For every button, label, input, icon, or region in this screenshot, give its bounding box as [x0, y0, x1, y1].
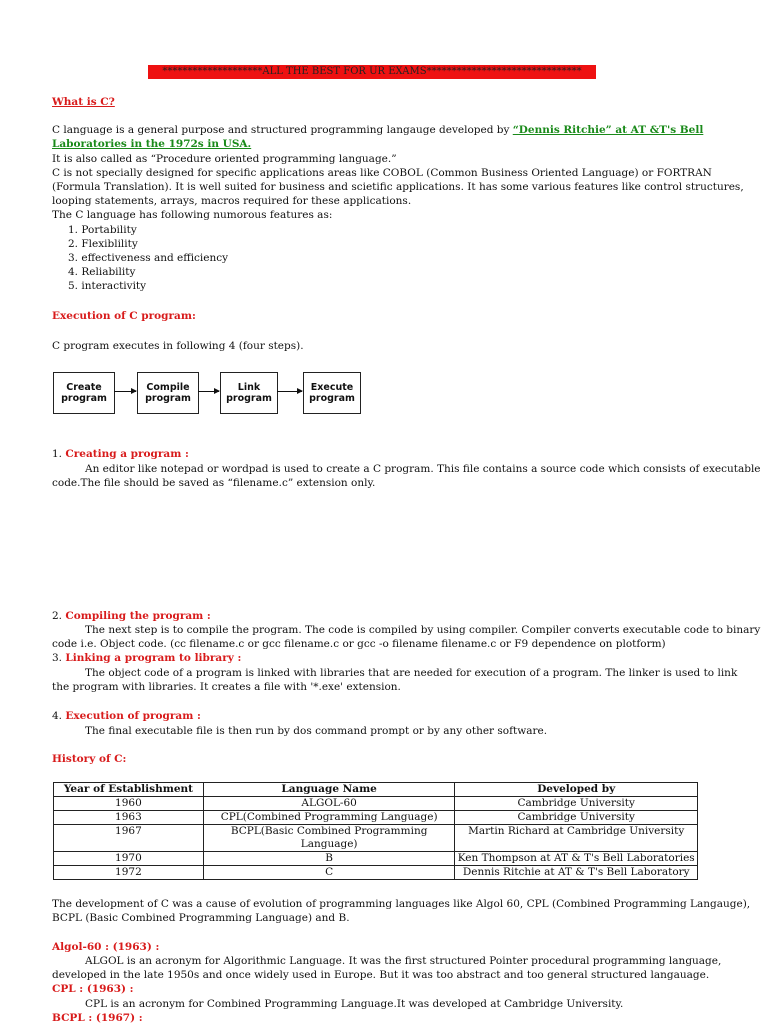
feature-item: 2. Flexiblility — [68, 238, 138, 250]
arrow-right-icon — [114, 391, 136, 392]
body-line: looping statements, arrays, macros required for these applications. — [52, 195, 412, 207]
algol-heading: Algol-60 : (1963) : — [52, 941, 160, 953]
body-line: (Formula Translation). It is well suited for business and scietific applications. It has some various features like control structures, — [52, 181, 744, 193]
step-number: 3. — [52, 652, 63, 664]
step-title: Execution of program : — [65, 710, 201, 722]
table-cell: 1970 — [54, 852, 204, 866]
step-4-line: The final executable file is then run by dos command prompt or by any other software. — [85, 725, 548, 737]
table-row — [54, 811, 698, 825]
step-2-line: The next step is to compile the program. The code is compiled by using compiler. Compiler converts executable code to binary — [85, 624, 761, 636]
flow-box-label: Execute — [310, 382, 354, 393]
flow-box-label: Create — [66, 382, 102, 393]
column-header: Year of Establishment — [54, 783, 204, 797]
step-3-line: The object code of a program is linked with libraries that are needed for execution of a program. The linker is used to link — [85, 667, 738, 679]
intro-highlight-2: Laboratories in the 1972s in USA. — [52, 138, 252, 150]
table-row — [54, 852, 698, 866]
table-row — [54, 797, 698, 811]
table-cell: 1963 — [54, 811, 204, 825]
flow-box-link — [220, 372, 278, 414]
algol-line: developed in the late 1950s and once widely used in Europe. But it was too abstract and too general structured langauage. — [52, 969, 710, 981]
feature-item: 1. Portability — [68, 224, 137, 236]
step-3-line: the program with libraries. It creates a file with '*.exe' extension. — [52, 681, 401, 693]
table-cell: Cambridge University — [455, 797, 698, 811]
feature-item: 4. Reliability — [68, 266, 136, 278]
intro-prefix: C language is a general purpose and structured programming langauge developed by — [52, 124, 513, 136]
execution-heading: Execution of C program: — [52, 310, 196, 322]
history-after-line: The development of C was a cause of evolution of programming languages like Algol 60, CPL (Combined Programming Langauge), — [52, 898, 751, 910]
algol-line: ALGOL is an acronym for Algorithmic Language. It was the first structured Pointer procedural programming language, — [85, 955, 722, 967]
arrow-right-icon — [198, 391, 219, 392]
table-cell: 1960 — [54, 797, 204, 811]
column-header: Language Name — [203, 783, 455, 797]
step-title: Creating a program : — [65, 448, 189, 460]
flow-box-label: program — [61, 393, 107, 404]
table-cell: Martin Richard at Cambridge University — [455, 825, 698, 852]
table-row — [54, 866, 698, 880]
flow-box-label: program — [226, 393, 272, 404]
table-cell: CPL(Combined Programming Language) — [203, 811, 455, 825]
table-cell: B — [203, 852, 455, 866]
what-is-c-heading: What is C? — [52, 96, 115, 108]
bcpl-heading: BCPL : (1967) : — [52, 1012, 143, 1024]
table-cell: Ken Thompson at AT & T's Bell Laboratories — [455, 852, 698, 866]
flow-box-compile — [137, 372, 199, 414]
table-header-row — [54, 783, 698, 797]
intro-line — [52, 123, 703, 137]
flow-box-execute — [303, 372, 361, 414]
table-cell: BCPL(Basic Combined Programming Language) — [203, 825, 455, 852]
cpl-line: CPL is an acronym for Combined Programming Language.It was developed at Cambridge University. — [85, 998, 624, 1010]
exam-banner: ********************ALL THE BEST FOR UR EXAMS******************************* — [148, 65, 596, 79]
arrow-right-icon — [277, 391, 302, 392]
table-cell: ALGOL-60 — [203, 797, 455, 811]
history-table — [53, 782, 698, 880]
execution-intro: C program executes in following 4 (four steps). — [52, 340, 304, 352]
step-number: 1. — [52, 448, 63, 460]
flow-box-label: program — [145, 393, 191, 404]
step-1-heading — [52, 447, 189, 461]
column-header: Developed by — [455, 783, 698, 797]
step-4-heading — [52, 709, 201, 723]
history-after-line: BCPL (Basic Combined Programming Language) and B. — [52, 912, 350, 924]
feature-item: 5. interactivity — [68, 280, 147, 292]
flow-box-label: program — [309, 393, 355, 404]
body-line: The C language has following numorous features as: — [52, 209, 333, 221]
table-cell: 1967 — [54, 825, 204, 852]
flow-box-create — [53, 372, 115, 414]
step-2-heading — [52, 609, 211, 623]
table-cell: 1972 — [54, 866, 204, 880]
intro-highlight-1: “Dennis Ritchie” at AT &T's Bell — [512, 124, 704, 136]
step-number: 2. — [52, 610, 63, 622]
step-2-line: code i.e. Object code. (cc filename.c or gcc filename.c or gcc -o filename filename.c or F9 dependence on plotform) — [52, 638, 666, 650]
table-cell: Dennis Ritchie at AT & T's Bell Laboratory — [455, 866, 698, 880]
step-title: Compiling the program : — [65, 610, 211, 622]
history-heading: History of C: — [52, 753, 127, 765]
step-title: Linking a program to library : — [65, 652, 242, 664]
step-number: 4. — [52, 710, 63, 722]
body-line: C is not specially designed for specific applications areas like COBOL (Common Business Oriented Language) or FORTRAN — [52, 167, 712, 179]
cpl-heading: CPL : (1963) : — [52, 983, 134, 995]
flow-box-label: Link — [237, 382, 261, 393]
step-1-line: An editor like notepad or wordpad is used to create a C program. This file contains a source code which consists of executable — [85, 463, 761, 475]
table-cell: C — [203, 866, 455, 880]
table-row — [54, 825, 698, 852]
feature-item: 3. effectiveness and efficiency — [68, 252, 229, 264]
body-line: It is also called as “Procedure oriented programming language.” — [52, 153, 397, 165]
table-cell: Cambridge University — [455, 811, 698, 825]
flow-box-label: Compile — [146, 382, 190, 393]
step-3-heading — [52, 651, 241, 665]
step-1-line: code.The file should be saved as “filename.c” extension only. — [52, 477, 376, 489]
